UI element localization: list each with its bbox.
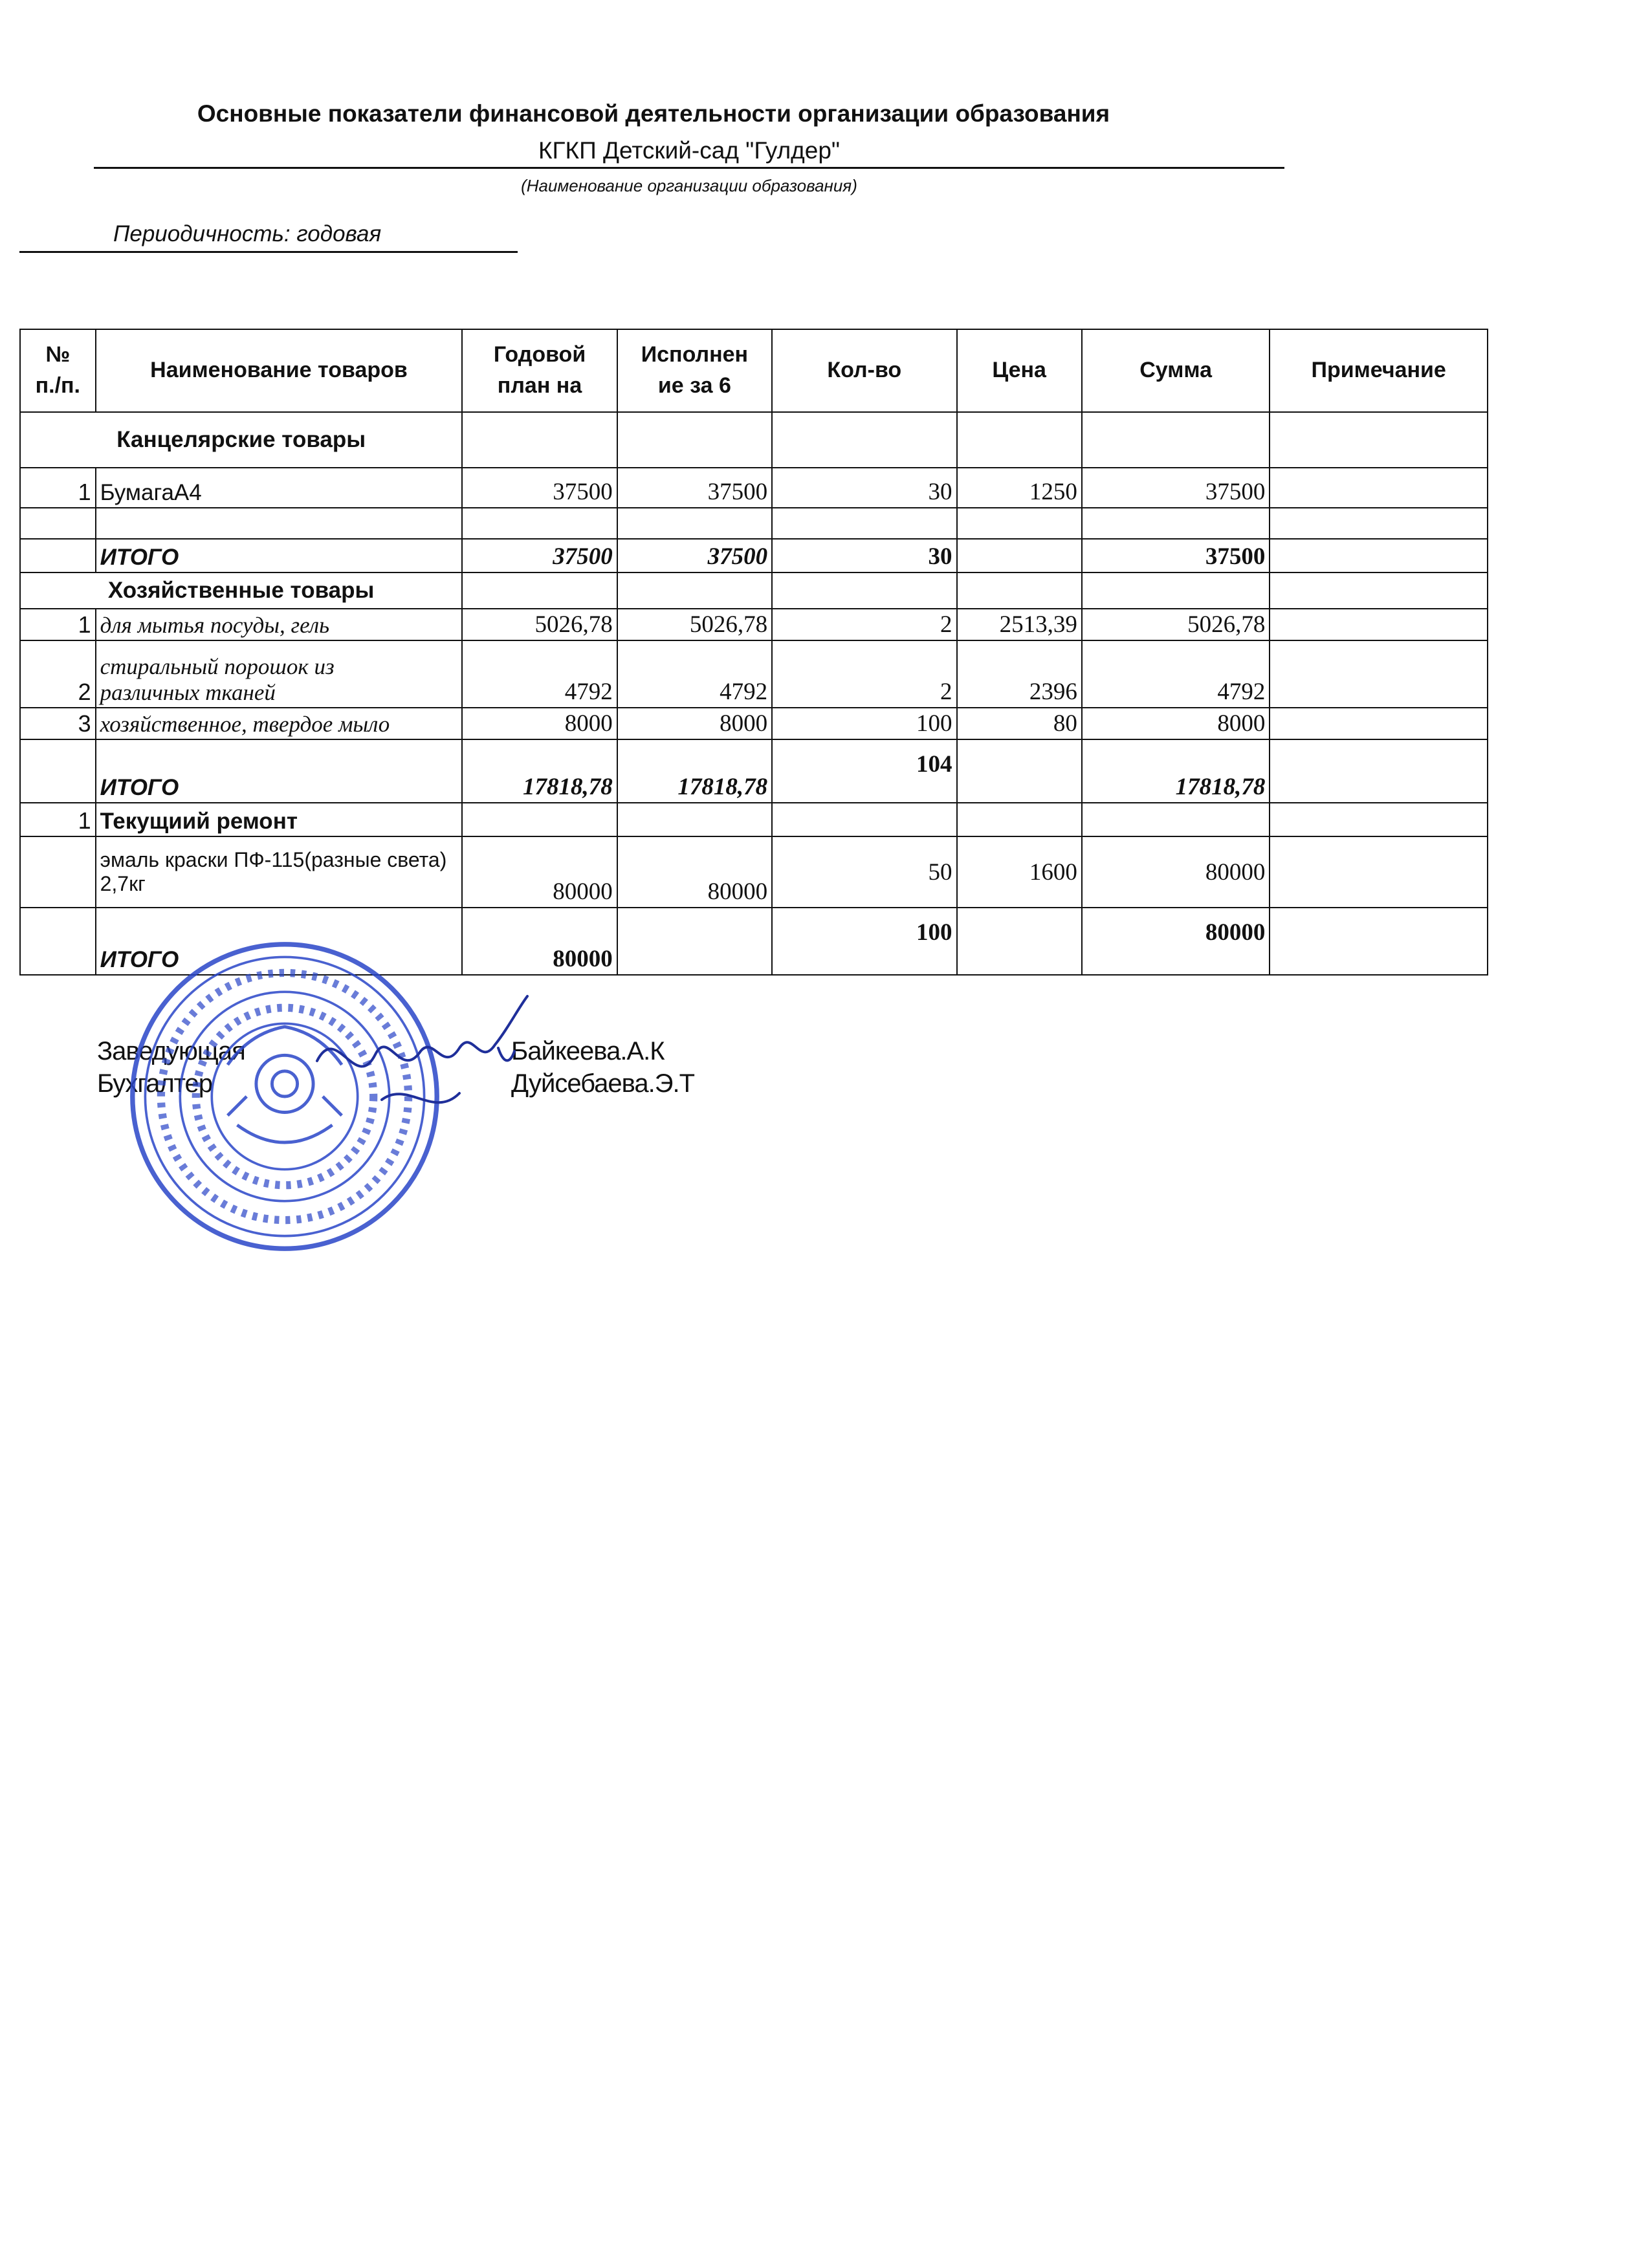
col-sum-header: Сумма	[1082, 329, 1270, 412]
row-sum: 5026,78	[1082, 609, 1270, 640]
periodicity-text: Периодичность: годовая	[113, 221, 382, 246]
row-plan: 5026,78	[462, 609, 617, 640]
row-name: хозяйственное, твердое мыло	[96, 708, 463, 739]
accountant-role: Бухгалтер	[97, 1069, 213, 1098]
total-label: ИТОГО	[96, 539, 463, 572]
table-row	[20, 609, 1488, 640]
total-qty: 100	[772, 908, 956, 975]
report-table	[19, 329, 1488, 976]
row-exec: 8000	[617, 708, 772, 739]
row-num: 3	[20, 708, 96, 739]
total-qty: 30	[772, 539, 956, 572]
row-qty: 2	[772, 640, 956, 708]
row-price: 80	[957, 708, 1082, 739]
row-qty: 2	[772, 609, 956, 640]
col-name-header: Наименование товаров	[96, 329, 463, 412]
periodicity-line	[19, 221, 518, 253]
row-price: 2396	[957, 640, 1082, 708]
col-plan-line1: Годовой	[493, 342, 586, 367]
section-title: Хозяйственные товары	[20, 572, 462, 609]
row-name-line2: 2,7кг	[100, 872, 146, 895]
row-name-line1: эмаль краски ПФ-115(разные света)	[100, 848, 447, 871]
col-note-header: Примечание	[1270, 329, 1488, 412]
row-qty: 100	[772, 708, 956, 739]
row-name	[96, 836, 463, 908]
head-role: Заведующая	[97, 1037, 245, 1065]
table-row	[20, 708, 1488, 739]
row-sum: 37500	[1082, 468, 1270, 508]
row-price: 2513,39	[957, 609, 1082, 640]
handwritten-signature-icon	[311, 983, 544, 1132]
row-name-line2: различных тканей	[100, 680, 276, 705]
row-sum: 80000	[1082, 836, 1270, 908]
row-exec: 5026,78	[617, 609, 772, 640]
total-qty: 104	[772, 739, 956, 803]
total-exec: 37500	[617, 539, 772, 572]
row-exec: 80000	[617, 836, 772, 908]
row-price: 1250	[957, 468, 1082, 508]
row-num: 2	[20, 640, 96, 708]
col-exec-line1: Исполнен	[641, 342, 749, 367]
row-name	[96, 640, 463, 708]
organization-caption: (Наименование организации образования)	[521, 176, 857, 195]
col-exec-line2: ие за 6	[657, 373, 731, 398]
total-label: ИТОГО	[96, 908, 463, 975]
col-plan-header	[462, 329, 617, 412]
row-exec: 37500	[617, 468, 772, 508]
document-title: Основные показатели финансовой деятельности организации образования	[197, 100, 1110, 127]
row-name: БумагаА4	[96, 468, 463, 508]
row-exec: 4792	[617, 640, 772, 708]
row-plan: 80000	[462, 836, 617, 908]
total-plan: 80000	[462, 908, 617, 975]
row-sum: 4792	[1082, 640, 1270, 708]
table-row	[20, 836, 1488, 908]
row-sum: 8000	[1082, 708, 1270, 739]
col-plan-line2: план на	[497, 373, 582, 398]
row-num: 1	[20, 609, 96, 640]
section-row	[20, 803, 1488, 836]
row-qty: 50	[772, 836, 956, 908]
section-num: 1	[20, 803, 96, 836]
total-sum: 80000	[1082, 908, 1270, 975]
row-name-line1: стиральный порошок из	[100, 654, 335, 679]
row-qty: 30	[772, 468, 956, 508]
section-row	[20, 572, 1488, 609]
col-exec-header	[617, 329, 772, 412]
section-title: Текущиий ремонт	[96, 803, 463, 836]
total-plan: 17818,78	[462, 739, 617, 803]
total-row	[20, 539, 1488, 572]
spacer-row	[20, 508, 1488, 539]
head-name: Байкеева.А.К	[511, 1037, 665, 1065]
row-name: для мытья посуды, гель	[96, 609, 463, 640]
col-qty-header: Кол-во	[772, 329, 956, 412]
col-price-header: Цена	[957, 329, 1082, 412]
total-label: ИТОГО	[96, 739, 463, 803]
row-note	[1270, 468, 1488, 508]
section-row	[20, 412, 1488, 468]
row-price: 1600	[957, 836, 1082, 908]
total-plan: 37500	[462, 539, 617, 572]
total-sum: 17818,78	[1082, 739, 1270, 803]
table-row	[20, 468, 1488, 508]
total-row	[20, 739, 1488, 803]
total-exec: 17818,78	[617, 739, 772, 803]
row-num: 1	[20, 468, 96, 508]
col-num-header	[20, 329, 96, 412]
col-num-line1: №	[45, 342, 71, 367]
accountant-name: Дуйсебаева.Э.Т	[511, 1069, 695, 1098]
row-plan: 8000	[462, 708, 617, 739]
section-title: Канцелярские товары	[20, 412, 462, 468]
total-sum: 37500	[1082, 539, 1270, 572]
row-plan: 4792	[462, 640, 617, 708]
organization-name: КГКП Детский-сад "Гулдер"	[94, 137, 1284, 169]
table-row	[20, 640, 1488, 708]
table-header-row	[20, 329, 1488, 412]
col-num-line2: п./п.	[35, 373, 81, 398]
row-plan: 37500	[462, 468, 617, 508]
